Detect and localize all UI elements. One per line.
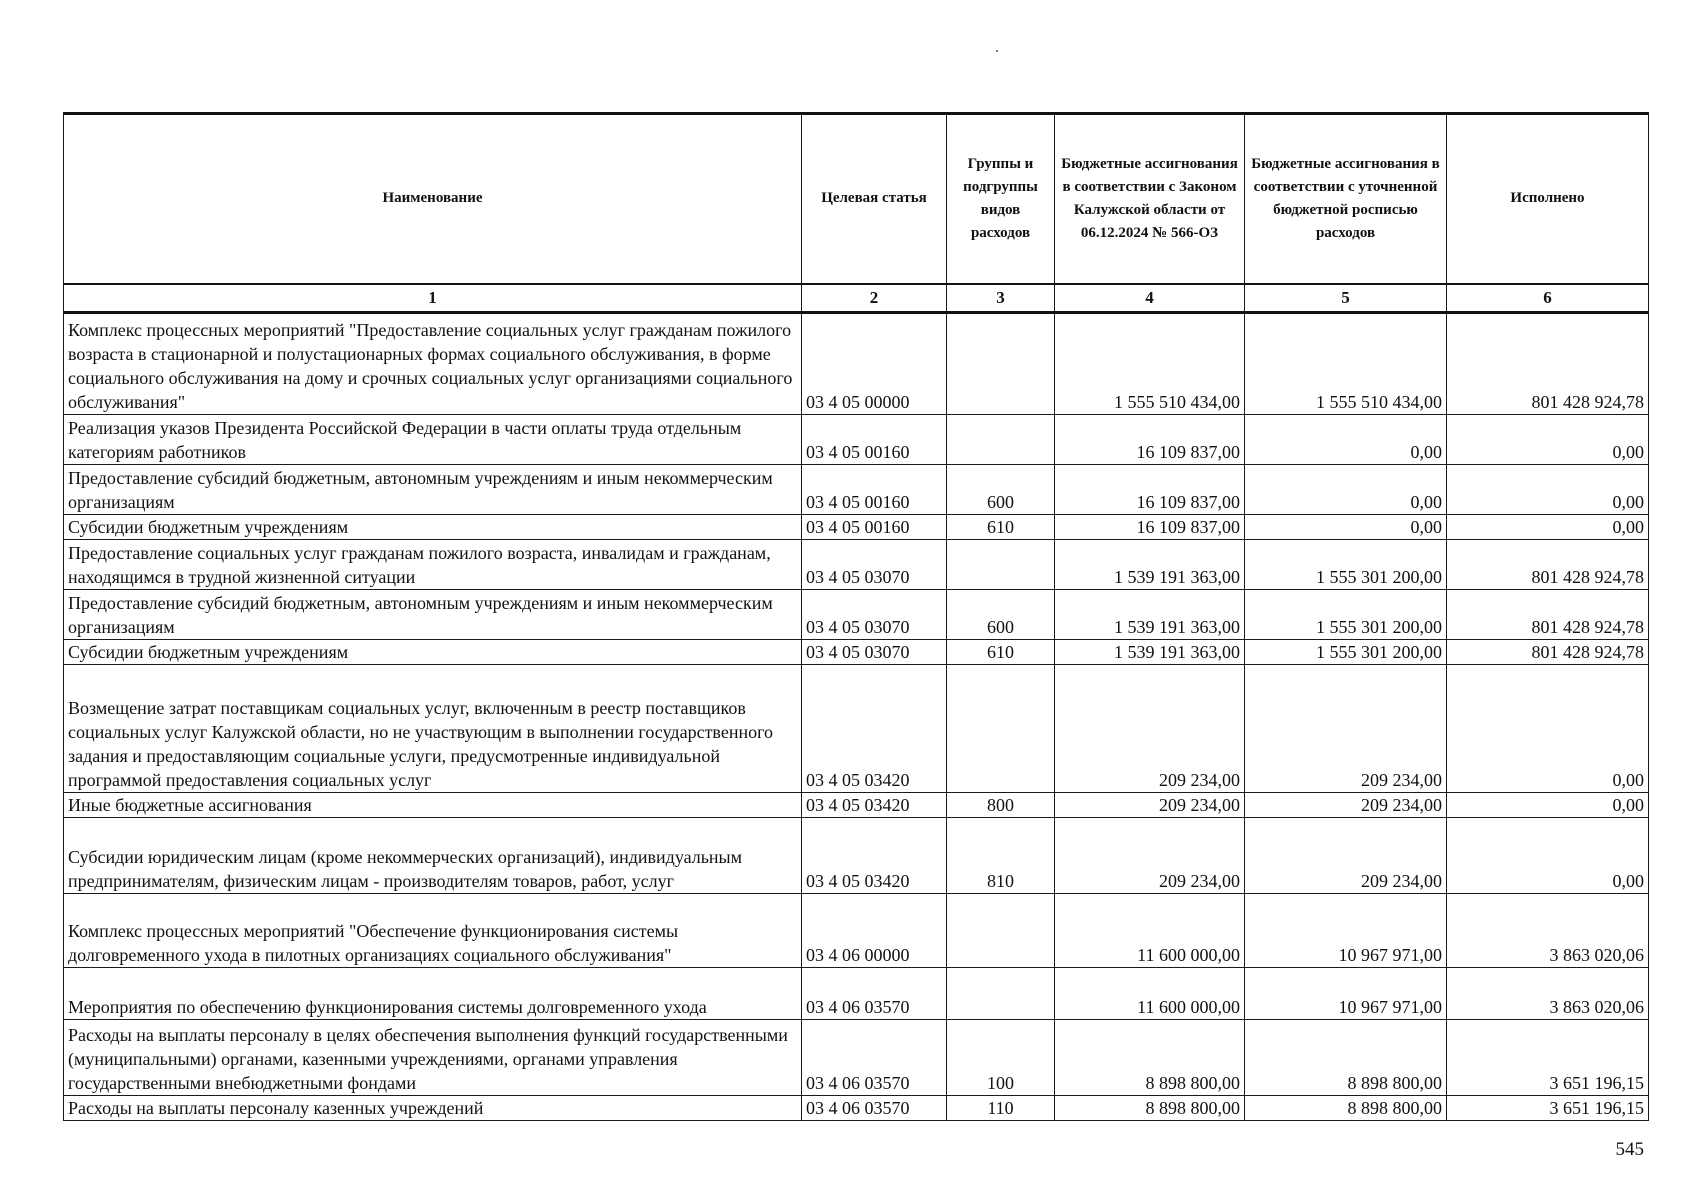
row-refined-amount: 209 234,00: [1245, 817, 1447, 893]
row-refined-amount: 1 555 301 200,00: [1245, 589, 1447, 639]
row-target-article: 03 4 05 00160: [802, 464, 947, 514]
row-target-article: 03 4 05 03070: [802, 539, 947, 589]
row-executed-amount: 0,00: [1447, 414, 1649, 464]
row-law-amount: 1 539 191 363,00: [1055, 639, 1245, 664]
row-target-article: 03 4 05 03070: [802, 639, 947, 664]
table-row: [64, 792, 1649, 817]
row-law-amount: 1 539 191 363,00: [1055, 589, 1245, 639]
row-executed-amount: 801 428 924,78: [1447, 312, 1649, 414]
row-law-amount: 8 898 800,00: [1055, 1095, 1245, 1120]
row-name: Субсидии юридическим лицам (кроме некоммерческих организаций), индивидуальным предпринимателям, физическим лицам - производителям товаров, работ, услуг: [64, 817, 802, 893]
row-expense-group: 610: [947, 639, 1055, 664]
row-executed-amount: 3 863 020,06: [1447, 893, 1649, 967]
column-number: 3: [947, 284, 1055, 313]
row-name: Мероприятия по обеспечению функционирования системы долговременного ухода: [64, 967, 802, 1019]
row-law-amount: 8 898 800,00: [1055, 1019, 1245, 1095]
row-refined-amount: 0,00: [1245, 514, 1447, 539]
row-target-article: 03 4 05 00160: [802, 414, 947, 464]
header-expense-group: Группы и подгруппы видов расходов: [947, 114, 1055, 284]
row-refined-amount: 0,00: [1245, 414, 1447, 464]
row-name: Предоставление социальных услуг гражданам пожилого возраста, инвалидам и гражданам, находящимся в трудной жизненной ситуации: [64, 539, 802, 589]
row-refined-amount: 209 234,00: [1245, 792, 1447, 817]
row-expense-group: 600: [947, 464, 1055, 514]
row-executed-amount: 0,00: [1447, 817, 1649, 893]
row-law-amount: 1 555 510 434,00: [1055, 312, 1245, 414]
row-name: Субсидии бюджетным учреждениям: [64, 639, 802, 664]
row-expense-group: [947, 893, 1055, 967]
row-target-article: 03 4 06 03570: [802, 1095, 947, 1120]
row-executed-amount: 0,00: [1447, 514, 1649, 539]
row-name: Комплекс процессных мероприятий "Обеспечение функционирования системы долговременного ухода в пилотных организациях социального обслуживания": [64, 893, 802, 967]
row-expense-group: 600: [947, 589, 1055, 639]
row-refined-amount: 1 555 301 200,00: [1245, 639, 1447, 664]
row-refined-amount: 8 898 800,00: [1245, 1019, 1447, 1095]
row-executed-amount: 801 428 924,78: [1447, 639, 1649, 664]
table-row: [64, 664, 1649, 792]
column-number: 5: [1245, 284, 1447, 313]
row-executed-amount: 801 428 924,78: [1447, 589, 1649, 639]
table-row: [64, 514, 1649, 539]
row-executed-amount: 0,00: [1447, 664, 1649, 792]
row-target-article: 03 4 06 03570: [802, 967, 947, 1019]
table-row: [64, 893, 1649, 967]
header-law-allocation: Бюджетные ассигнования в соответствии с Законом Калужской области от 06.12.2024 № 566-ОЗ: [1055, 114, 1245, 284]
row-executed-amount: 0,00: [1447, 792, 1649, 817]
row-expense-group: 610: [947, 514, 1055, 539]
row-refined-amount: 1 555 510 434,00: [1245, 312, 1447, 414]
row-refined-amount: 209 234,00: [1245, 664, 1447, 792]
budget-table: [63, 112, 1649, 1121]
row-law-amount: 209 234,00: [1055, 664, 1245, 792]
table-row: [64, 464, 1649, 514]
row-target-article: 03 4 05 00000: [802, 312, 947, 414]
row-executed-amount: 0,00: [1447, 464, 1649, 514]
row-refined-amount: 10 967 971,00: [1245, 967, 1447, 1019]
header-executed: Исполнено: [1447, 114, 1649, 284]
row-name: Расходы на выплаты персоналу в целях обеспечения выполнения функций государственными (муниципальными) органами, казенными учреждениями, органами управления государственными внебюджетными фондами: [64, 1019, 802, 1095]
header-name: Наименование: [64, 114, 802, 284]
row-law-amount: 16 109 837,00: [1055, 514, 1245, 539]
row-executed-amount: 3 863 020,06: [1447, 967, 1649, 1019]
row-name: Возмещение затрат поставщикам социальных услуг, включенным в реестр поставщиков социальных услуг Калужской области, но не участвующим в выполнении государственного задания и предоставляющим социальные услуги, предусмотренные индивидуальной программой предоставления социальных услуг: [64, 664, 802, 792]
row-expense-group: 110: [947, 1095, 1055, 1120]
row-name: Расходы на выплаты персоналу казенных учреждений: [64, 1095, 802, 1120]
row-law-amount: 11 600 000,00: [1055, 893, 1245, 967]
table-header-row: [64, 114, 1649, 284]
row-expense-group: [947, 967, 1055, 1019]
row-target-article: 03 4 05 03070: [802, 589, 947, 639]
row-expense-group: 800: [947, 792, 1055, 817]
row-executed-amount: 3 651 196,15: [1447, 1019, 1649, 1095]
row-name: Предоставление субсидий бюджетным, автономным учреждениям и иным некоммерческим организациям: [64, 589, 802, 639]
row-law-amount: 11 600 000,00: [1055, 967, 1245, 1019]
row-executed-amount: 3 651 196,15: [1447, 1095, 1649, 1120]
row-target-article: 03 4 05 03420: [802, 792, 947, 817]
header-refined-allocation: Бюджетные ассигнования в соответствии с уточненной бюджетной росписью расходов: [1245, 114, 1447, 284]
row-target-article: 03 4 05 00160: [802, 514, 947, 539]
row-expense-group: [947, 414, 1055, 464]
table-row: [64, 589, 1649, 639]
column-number: 4: [1055, 284, 1245, 313]
row-refined-amount: 8 898 800,00: [1245, 1095, 1447, 1120]
row-expense-group: [947, 312, 1055, 414]
row-law-amount: 16 109 837,00: [1055, 464, 1245, 514]
row-name: Субсидии бюджетным учреждениям: [64, 514, 802, 539]
row-name: Предоставление субсидий бюджетным, автономным учреждениям и иным некоммерческим организациям: [64, 464, 802, 514]
row-expense-group: [947, 539, 1055, 589]
column-number: 6: [1447, 284, 1649, 313]
page-number: 545: [1615, 1139, 1644, 1160]
row-law-amount: 209 234,00: [1055, 792, 1245, 817]
table-row: [64, 539, 1649, 589]
row-law-amount: 1 539 191 363,00: [1055, 539, 1245, 589]
table-row: [64, 312, 1649, 414]
scan-speck: [996, 50, 998, 52]
row-target-article: 03 4 05 03420: [802, 817, 947, 893]
row-name: Комплекс процессных мероприятий "Предоставление социальных услуг гражданам пожилого возраста в стационарной и полустационарных формах социального обслуживания, в форме социального обслуживания на дому и срочных социальных услуг организациями социального обслуживания": [64, 312, 802, 414]
table-row: [64, 1095, 1649, 1120]
table-row: [64, 817, 1649, 893]
row-name: Реализация указов Президента Российской Федерации в части оплаты труда отдельным категориям работников: [64, 414, 802, 464]
table-row: [64, 414, 1649, 464]
row-target-article: 03 4 06 00000: [802, 893, 947, 967]
column-number-row: [64, 284, 1649, 313]
row-law-amount: 16 109 837,00: [1055, 414, 1245, 464]
row-target-article: 03 4 06 03570: [802, 1019, 947, 1095]
row-name: Иные бюджетные ассигнования: [64, 792, 802, 817]
column-number: 1: [64, 284, 802, 313]
row-refined-amount: 1 555 301 200,00: [1245, 539, 1447, 589]
row-refined-amount: 10 967 971,00: [1245, 893, 1447, 967]
column-number: 2: [802, 284, 947, 313]
row-expense-group: 810: [947, 817, 1055, 893]
table-row: [64, 1019, 1649, 1095]
row-expense-group: [947, 664, 1055, 792]
row-target-article: 03 4 05 03420: [802, 664, 947, 792]
table-row: [64, 639, 1649, 664]
row-expense-group: 100: [947, 1019, 1055, 1095]
row-law-amount: 209 234,00: [1055, 817, 1245, 893]
row-refined-amount: 0,00: [1245, 464, 1447, 514]
header-target-article: Целевая статья: [802, 114, 947, 284]
row-executed-amount: 801 428 924,78: [1447, 539, 1649, 589]
table-row: [64, 967, 1649, 1019]
